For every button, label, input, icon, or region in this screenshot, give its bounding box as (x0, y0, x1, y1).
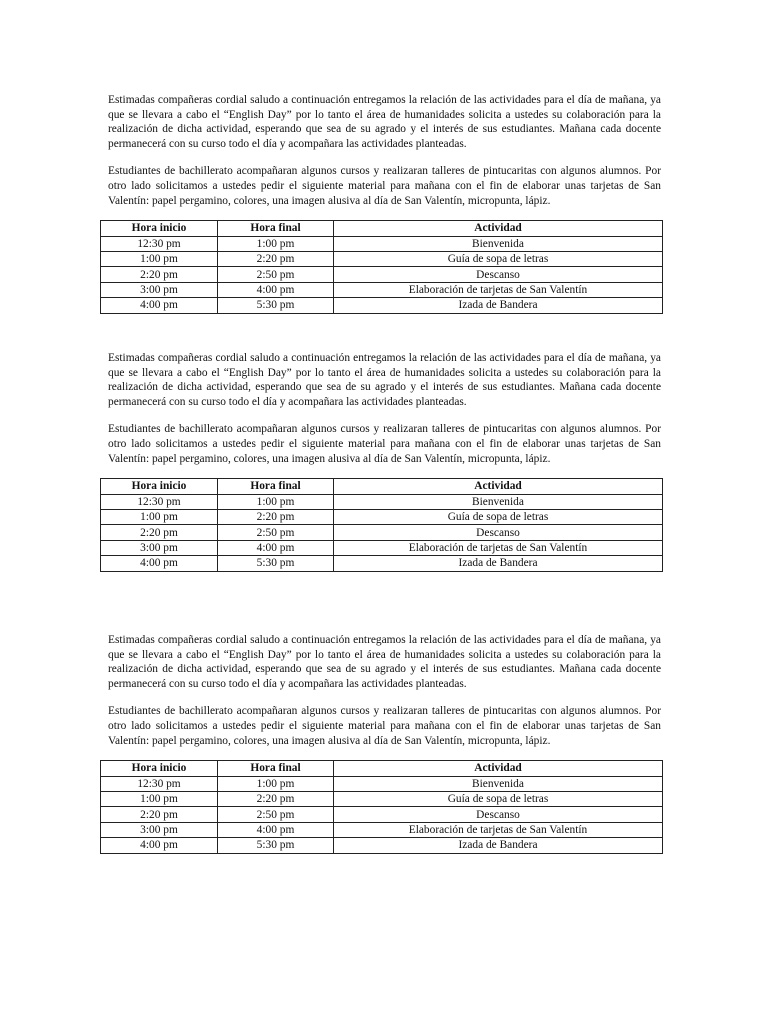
start-time-cell: 12:30 pm (101, 776, 218, 791)
table-row (101, 776, 663, 791)
end-time-cell: 2:50 pm (218, 267, 334, 282)
header-start-time: Hora inicio (101, 761, 218, 776)
activity-cell: Guía de sopa de letras (334, 791, 663, 806)
activity-cell: Descanso (334, 525, 663, 540)
header-end-time: Hora final (218, 221, 334, 236)
header-activity: Actividad (334, 761, 663, 776)
start-time-cell: 1:00 pm (101, 509, 218, 524)
start-time-cell: 2:20 pm (101, 267, 218, 282)
section-2 (108, 351, 661, 572)
table-row (101, 540, 663, 555)
table-row (101, 807, 663, 822)
table-row (101, 251, 663, 266)
activity-cell: Descanso (334, 267, 663, 282)
table-row (101, 509, 663, 524)
activity-cell: Guía de sopa de letras (334, 251, 663, 266)
table-row (101, 838, 663, 853)
intro-paragraph: Estimadas compañeras cordial saludo a continuación entregamos la relación de las actividades para el día de mañana, ya que se llevara a cabo el “English Day” por lo tanto el área de humanidades solicita a ustedes su colaboración para la realización de dicha actividad, esperando que sea de su agrado y el interés de sus estudiantes. Mañana cada docente permanecerá con su curso todo el día y acompañara las actividades planteadas. (108, 634, 661, 690)
end-time-cell: 4:00 pm (218, 282, 334, 297)
start-time-cell: 1:00 pm (101, 251, 218, 266)
activity-cell: Izada de Bandera (334, 556, 663, 571)
end-time-cell: 1:00 pm (218, 494, 334, 509)
table-header-row (101, 761, 663, 776)
header-end-time: Hora final (218, 479, 334, 494)
table-header-row (101, 221, 663, 236)
end-time-cell: 5:30 pm (218, 556, 334, 571)
start-time-cell: 3:00 pm (101, 282, 218, 297)
end-time-cell: 2:50 pm (218, 525, 334, 540)
end-time-cell: 1:00 pm (218, 776, 334, 791)
activity-cell: Descanso (334, 807, 663, 822)
activity-cell: Guía de sopa de letras (334, 509, 663, 524)
end-time-cell: 2:20 pm (218, 509, 334, 524)
activity-cell: Elaboración de tarjetas de San Valentín (334, 282, 663, 297)
start-time-cell: 4:00 pm (101, 556, 218, 571)
start-time-cell: 2:20 pm (101, 525, 218, 540)
activity-cell: Elaboración de tarjetas de San Valentín (334, 822, 663, 837)
start-time-cell: 2:20 pm (101, 807, 218, 822)
activity-cell: Bienvenida (334, 776, 663, 791)
intro-paragraph: Estimadas compañeras cordial saludo a continuación entregamos la relación de las actividades para el día de mañana, ya que se llevara a cabo el “English Day” por lo tanto el área de humanidades solicita a ustedes su colaboración para la realización de dicha actividad, esperando que sea de su agrado y el interés de sus estudiantes. Mañana cada docente permanecerá con su curso todo el día y acompañara las actividades planteadas. (108, 94, 661, 150)
end-time-cell: 2:20 pm (218, 791, 334, 806)
activity-cell: Bienvenida (334, 236, 663, 251)
materials-paragraph: Estudiantes de bachillerato acompañaran algunos cursos y realizaran talleres de pintucaritas con algunos alumnos. Por otro lado solicitamos a ustedes pedir el siguiente material para mañana con el fin de elaborar unas tarjetas de San Valentín: papel pergamino, colores, una imagen alusiva al día de San Valentín, micropunta, lápiz. (108, 423, 661, 465)
start-time-cell: 4:00 pm (101, 298, 218, 313)
header-activity: Actividad (334, 479, 663, 494)
table-row (101, 494, 663, 509)
start-time-cell: 12:30 pm (101, 494, 218, 509)
end-time-cell: 4:00 pm (218, 822, 334, 837)
schedule-table (100, 478, 663, 571)
activity-cell: Izada de Bandera (334, 298, 663, 313)
start-time-cell: 12:30 pm (101, 236, 218, 251)
materials-paragraph: Estudiantes de bachillerato acompañaran algunos cursos y realizaran talleres de pintucaritas con algunos alumnos. Por otro lado solicitamos a ustedes pedir el siguiente material para mañana con el fin de elaborar unas tarjetas de San Valentín: papel pergamino, colores, una imagen alusiva al día de San Valentín, micropunta, lápiz. (108, 165, 661, 207)
table-row (101, 822, 663, 837)
table-row (101, 267, 663, 282)
end-time-cell: 4:00 pm (218, 540, 334, 555)
end-time-cell: 5:30 pm (218, 838, 334, 853)
table-row (101, 556, 663, 571)
section-3 (108, 633, 661, 854)
table-row (101, 525, 663, 540)
header-start-time: Hora inicio (101, 221, 218, 236)
section-1 (108, 93, 661, 314)
end-time-cell: 1:00 pm (218, 236, 334, 251)
activity-cell: Izada de Bandera (334, 838, 663, 853)
header-end-time: Hora final (218, 761, 334, 776)
materials-paragraph: Estudiantes de bachillerato acompañaran algunos cursos y realizaran talleres de pintucaritas con algunos alumnos. Por otro lado solicitamos a ustedes pedir el siguiente material para mañana con el fin de elaborar unas tarjetas de San Valentín: papel pergamino, colores, una imagen alusiva al día de San Valentín, micropunta, lápiz. (108, 705, 661, 747)
end-time-cell: 2:20 pm (218, 251, 334, 266)
schedule-table (100, 220, 663, 313)
intro-paragraph: Estimadas compañeras cordial saludo a continuación entregamos la relación de las actividades para el día de mañana, ya que se llevara a cabo el “English Day” por lo tanto el área de humanidades solicita a ustedes su colaboración para la realización de dicha actividad, esperando que sea de su agrado y el interés de sus estudiantes. Mañana cada docente permanecerá con su curso todo el día y acompañara las actividades planteadas. (108, 352, 661, 408)
table-row (101, 298, 663, 313)
header-start-time: Hora inicio (101, 479, 218, 494)
start-time-cell: 4:00 pm (101, 838, 218, 853)
header-activity: Actividad (334, 221, 663, 236)
activity-cell: Elaboración de tarjetas de San Valentín (334, 540, 663, 555)
start-time-cell: 3:00 pm (101, 822, 218, 837)
end-time-cell: 5:30 pm (218, 298, 334, 313)
table-row (101, 282, 663, 297)
start-time-cell: 1:00 pm (101, 791, 218, 806)
table-row (101, 236, 663, 251)
end-time-cell: 2:50 pm (218, 807, 334, 822)
start-time-cell: 3:00 pm (101, 540, 218, 555)
activity-cell: Bienvenida (334, 494, 663, 509)
table-row (101, 791, 663, 806)
schedule-table (100, 760, 663, 853)
table-header-row (101, 479, 663, 494)
